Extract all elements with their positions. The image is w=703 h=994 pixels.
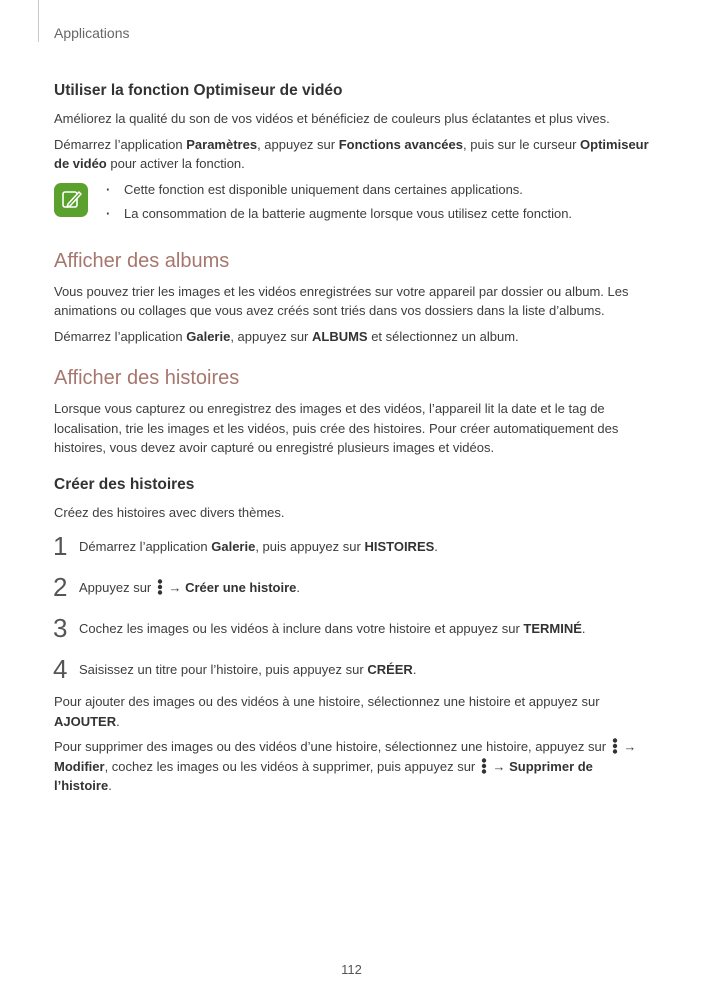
stories-title: Afficher des histoires (54, 367, 240, 389)
step-text: Appuyez sur → Créer une histoire. (79, 580, 300, 595)
add-to-story-paragraph: Pour ajouter des images ou des vidéos à une histoire, sélectionnez une histoire et appuyez sur AJOUTER. (54, 694, 600, 729)
create-stories-intro: Créez des histoires avec divers thèmes. (54, 504, 285, 520)
albums-description: Vous pouvez trier les images et les vidéos enregistrées sur votre appareil par dossier ou album. Les animations ou collages que vous avez créés sont triés dans vos dossiers dans la liste d’albums. (54, 283, 629, 318)
remove-from-story-paragraph: Pour supprimer des images ou des vidéos d’une histoire, sélectionnez une histoire, appuyez sur → Modifier, cochez les images ou les vidéos à supprimer, puis appuyez sur → Supprimer de l’histoire. (54, 739, 637, 793)
page-content (54, 82, 654, 802)
step-4 (53, 653, 654, 684)
step-2 (53, 571, 654, 602)
step-number: 3 (53, 612, 68, 643)
step-text: Cochez les images ou les vidéos à inclure dans votre histoire et appuyez sur TERMINÉ. (79, 620, 586, 636)
note-item: · La consommation de la batterie augmente lorsque vous utilisez cette fonction. (106, 204, 572, 224)
more-options-icon (157, 579, 163, 595)
step-text: Démarrez l’application Galerie, puis appuyez sur HISTOIRES. (79, 538, 438, 554)
step-number: 2 (53, 571, 68, 602)
running-header: Applications (54, 25, 130, 41)
step-3 (53, 612, 654, 643)
more-options-icon (481, 758, 487, 774)
page-margin-rule (38, 0, 39, 42)
more-options-icon (612, 738, 618, 754)
page-number: 112 (341, 962, 362, 977)
albums-instructions: Démarrez l’application Galerie, appuyez sur ALBUMS et sélectionnez un album. (54, 328, 519, 344)
step-text: Saisissez un titre pour l’histoire, puis appuyez sur CRÉER. (79, 661, 417, 677)
note-list (106, 180, 572, 229)
albums-title: Afficher des albums (54, 249, 230, 272)
note-item: · Cette fonction est disponible uniquement dans certaines applications. (106, 180, 572, 200)
step-number: 4 (53, 653, 68, 684)
optimiser-title: Utiliser la fonction Optimiseur de vidéo (54, 82, 343, 99)
note-pencil-icon (54, 183, 88, 217)
note-box (54, 180, 654, 229)
step-1 (53, 530, 654, 561)
optimiser-instructions: Démarrez l’application Paramètres, appuyez sur Fonctions avancées, puis sur le curseur Optimiseur de vidéo pour activer la fonction. (54, 136, 649, 171)
step-number: 1 (53, 530, 68, 561)
optimiser-intro: Améliorez la qualité du son de vos vidéos et bénéficiez de couleurs plus éclatantes et plus vives. (54, 111, 610, 126)
create-stories-title: Créer des histoires (54, 475, 195, 493)
stories-description: Lorsque vous capturez ou enregistrez des images et des vidéos, l’appareil lit la date et le tag de localisation, trie les images et les vidéos, puis crée des histoires. Pour créer automatiquement des histoires, vous devez avoir capturé ou enregistré plusieurs images et vidéos. (54, 401, 619, 455)
